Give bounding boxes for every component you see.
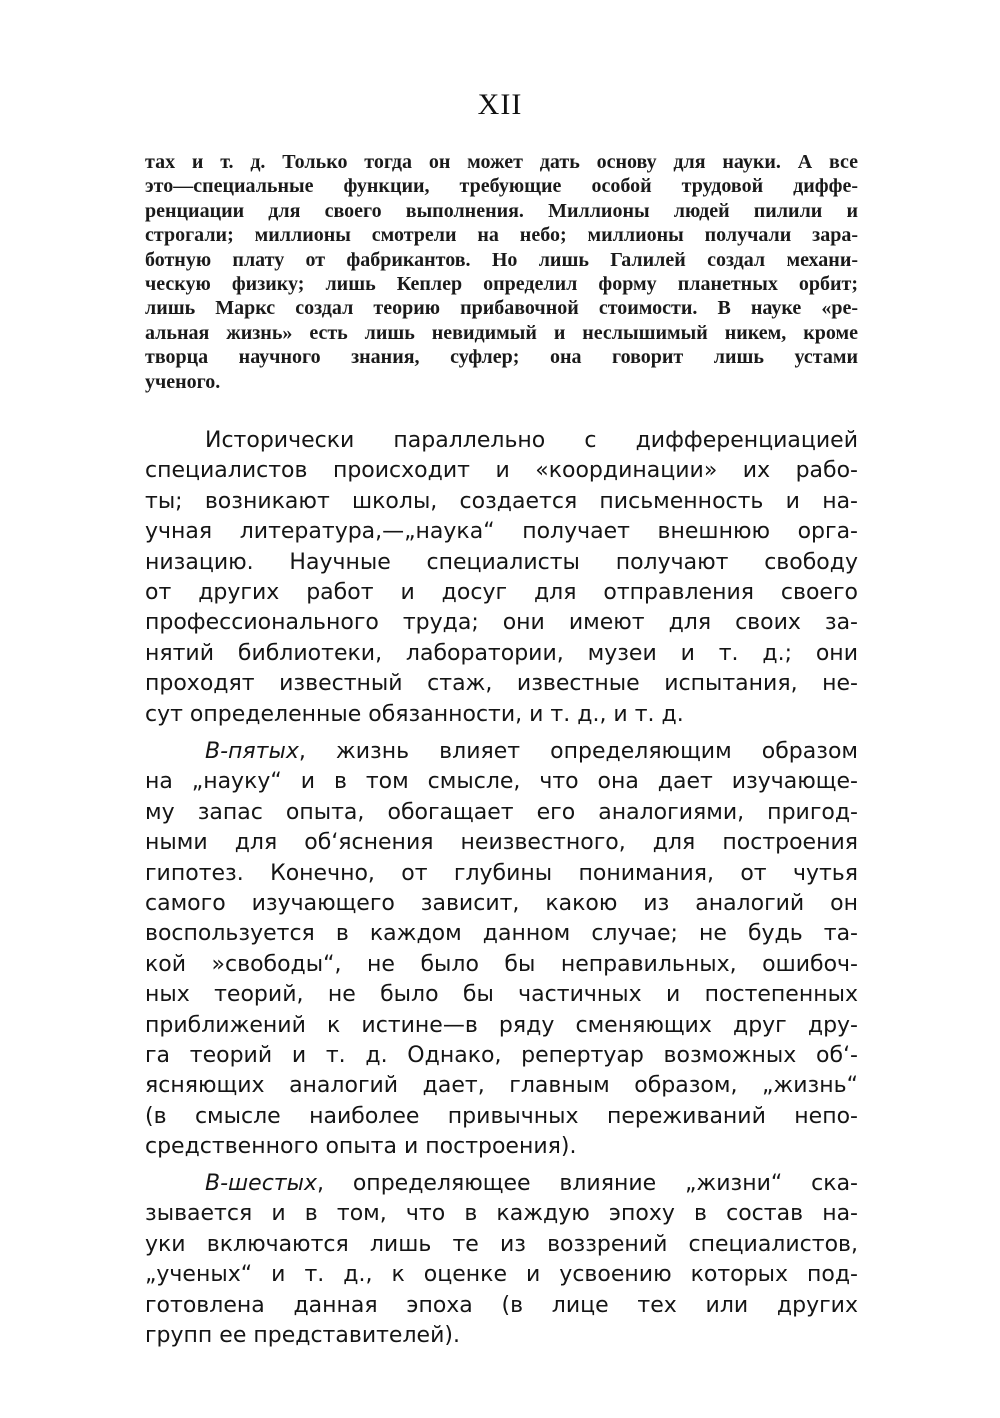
line-text: ренциации для своего выполнения. Миллионы людей пилили и: [145, 199, 858, 222]
text-line: [145, 487, 858, 517]
text-line: [145, 150, 858, 174]
text-line: [145, 296, 858, 320]
line-text: гипотез. Конечно, от глубины понимания, от чутья: [145, 860, 858, 886]
text-line: [145, 321, 858, 345]
text-line: [145, 1321, 858, 1351]
text-line: [145, 1071, 858, 1101]
page-number: XII: [477, 88, 523, 121]
line-text: профессионального труда; они имеют для своих за-: [145, 610, 858, 636]
text-line: [145, 199, 858, 223]
line-text: низацию. Научные специалисты получают свободу: [145, 549, 858, 575]
paragraph-4: [145, 1169, 858, 1351]
line-text: , определяющее влияние „жизни“ ска-: [317, 1171, 858, 1196]
line-text: самого изучающего зависит, какою из аналогий он: [145, 891, 858, 917]
text-line: [145, 1041, 858, 1071]
line-text: проходят известный стаж, известные испытания, не-: [145, 671, 858, 697]
text-line: [145, 608, 858, 638]
line-text: строгали; миллионы смотрели на небо; миллионы получали зара-: [145, 224, 858, 247]
text-line: [145, 1199, 858, 1229]
line-text: творца научного знания, суфлер; она говорит лишь устами: [145, 346, 858, 369]
text-line: [145, 272, 858, 296]
text-line: [145, 248, 858, 272]
text-line: [145, 174, 858, 198]
line-text: готовлена данная эпоха (в лице тех или других: [145, 1292, 858, 1318]
line-text: ными для об‘яснения неизвестного, для построения: [145, 830, 858, 856]
line-text: кой »свободы“, не было бы неправильных, ошибоч-: [145, 951, 858, 977]
line-text: учная литература,—„наука“ получает внешнюю орга-: [145, 519, 858, 545]
line-text: воспользуется в каждом данном случае; не будь та-: [145, 921, 858, 947]
line-text: ты; возникают школы, создается письменность и на-: [145, 488, 858, 514]
line-text: ческую физику; лишь Кеплер определил форму планетных орбит;: [145, 273, 858, 296]
line-text: нятий библиотеки, лаборатории, музеи и т. д.; они: [145, 640, 858, 666]
text-line: [145, 700, 858, 730]
text-line: [145, 798, 858, 828]
line-text: это—специальные функции, требующие особой трудовой диффе-: [145, 175, 858, 198]
lead-word: В-шестых: [205, 1171, 317, 1196]
line-text: ных теорий, не было бы частичных и постепенных: [145, 982, 858, 1008]
text-line: [145, 426, 858, 456]
line-text: „ученых“ и т. д., к оценке и усвоению которых под-: [145, 1262, 858, 1288]
line-text: от других работ и досуг для отправления своего: [145, 580, 858, 606]
paragraph-3: [145, 737, 858, 1163]
line-text: зывается и в том, что в каждую эпоху в состав на-: [145, 1201, 858, 1227]
text-line: [145, 1102, 858, 1132]
text-line: [145, 1011, 858, 1041]
text-line: [145, 639, 858, 669]
text-line: [145, 1291, 858, 1321]
text-line: [145, 950, 858, 980]
line-text: на „науку“ и в том смысле, что она дает изучающе-: [145, 769, 858, 795]
line-text: му запас опыта, обогащает его аналогиями, пригод-: [145, 799, 858, 825]
line-text: ботную плату от фабрикантов. Но лишь Галилей создал механи-: [145, 248, 858, 271]
paragraph-2: [145, 426, 858, 730]
text-line: [145, 889, 858, 919]
text-line: [145, 1169, 858, 1199]
line-text: ученого.: [145, 370, 221, 393]
text-line: [145, 859, 858, 889]
text-line: [145, 578, 858, 608]
text-line: [145, 517, 858, 547]
text-line: [145, 548, 858, 578]
text-line: [145, 223, 858, 247]
line-text: Исторически параллельно с дифференциацией: [205, 428, 858, 453]
line-text: приближений к истине—в ряду сменяющих друг дру-: [145, 1012, 858, 1038]
text-line: [145, 370, 858, 394]
line-text: (в смысле наиболее привычных переживаний непо-: [145, 1103, 858, 1129]
line-text: лишь Маркс создал теорию прибавочной стоимости. В науке «ре-: [145, 297, 858, 320]
text-line: [145, 456, 858, 486]
line-text: уки включаются лишь те из воззрений специалистов,: [145, 1231, 858, 1257]
line-text: га теорий и т. д. Однако, репертуар возможных об‘-: [145, 1043, 858, 1069]
line-text: специалистов происходит и «координации» их рабо-: [145, 458, 858, 484]
text-line: [145, 669, 858, 699]
line-text: , жизнь влияет определяющим образом: [298, 739, 858, 764]
paragraph-1: [145, 150, 858, 394]
line-text: ясняющих аналогий дает, главным образом, „жизнь“: [145, 1073, 858, 1099]
text-line: [145, 767, 858, 797]
text-line: [145, 919, 858, 949]
text-line: [145, 1230, 858, 1260]
text-line: [145, 737, 858, 767]
text-line: [145, 1132, 858, 1162]
lead-word: В-пятых: [205, 739, 299, 764]
line-text: групп ее представителей).: [145, 1323, 460, 1349]
text-line: [145, 1260, 858, 1290]
text-line: [145, 980, 858, 1010]
line-text: средственного опыта и построения).: [145, 1134, 577, 1160]
line-text: сут определенные обязанности, и т. д., и т. д.: [145, 701, 684, 727]
line-text: альная жизнь» есть лишь невидимый и неслышимый никем, кроме: [145, 321, 858, 344]
line-text: тах и т. д. Только тогда он может дать основу для науки. А все: [145, 151, 858, 173]
text-line: [145, 345, 858, 369]
text-line: [145, 828, 858, 858]
